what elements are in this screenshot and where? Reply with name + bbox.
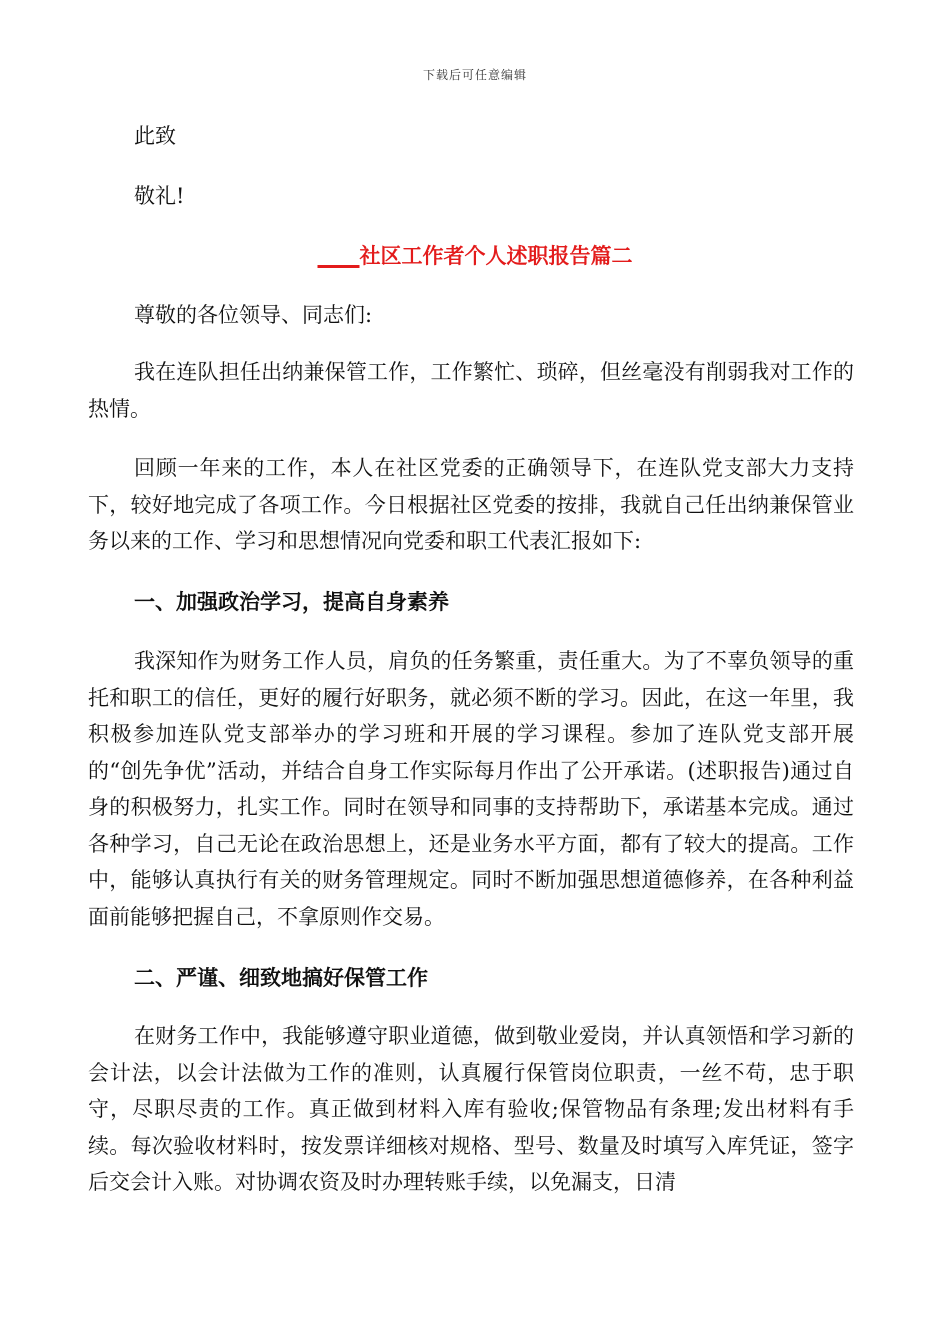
document-title: [0, 238, 950, 274]
title-blank: ____: [317, 243, 360, 268]
paragraph-section2: 在财务工作中，我能够遵守职业道德，做到敬业爱岗，并认真领悟和学习新的会计法，以会计法做为工作的准则，认真履行保管岗位职责，一丝不苟，忠于职守，尽职尽责的工作。真正做到材料入库有验收;保管物品有条理;发出材料有手续。每次验收材料时，按发票详细核对规格、型号、数量及时填写入库凭证，签字后交会计入账。对协调农资及时办理转账手续，以免漏支，日清: [88, 1024, 854, 1194]
paragraph-review: 回顾一年来的工作，本人在社区党委的正确领导下，在连队党支部大力支持下，较好地完成了各项工作。今日根据社区党委的按排，我就自己任出纳兼保管业务以来的工作、学习和思想情况向党委和职工代表汇报如下:: [88, 456, 854, 553]
paragraph-section1: 我深知作为财务工作人员，肩负的任务繁重，责任重大。为了不辜负领导的重托和职工的信任，更好的履行好职务，就必须不断的学习。因此，在这一年里，我积极参加连队党支部举办的学习班和开展的学习课程。参加了连队党支部开展的“创先争优”活动，并结合自身工作实际每月作出了公开承诺。(述职报告)通过自身的积极努力，扎实工作。同时在领导和同事的支持帮助下，承诺基本完成。通过各种学习，自己无论在政治思想上，还是业务水平方面，都有了较大的提高。工作中，能够认真执行有关的财务管理规定。同时不断加强思想道德修养，在各种利益面前能够把握自己，不拿原则作交易。: [88, 649, 854, 929]
closing-line-2: 敬礼!: [134, 184, 185, 208]
closing-line-1: 此致: [134, 124, 176, 148]
section-heading-2: 二、严谨、细致地搞好保管工作: [134, 965, 428, 990]
header-note: 下载后可任意编辑: [422, 68, 527, 82]
salutation: 尊敬的各位领导、同志们:: [134, 303, 373, 327]
section-heading-1: 一、加强政治学习，提高自身素养: [134, 589, 449, 614]
paragraph-intro: 我在连队担任出纳兼保管工作，工作繁忙、琐碎，但丝毫没有削弱我对工作的热情。: [88, 360, 854, 421]
title-text: 社区工作者个人述职报告篇二: [359, 243, 633, 268]
